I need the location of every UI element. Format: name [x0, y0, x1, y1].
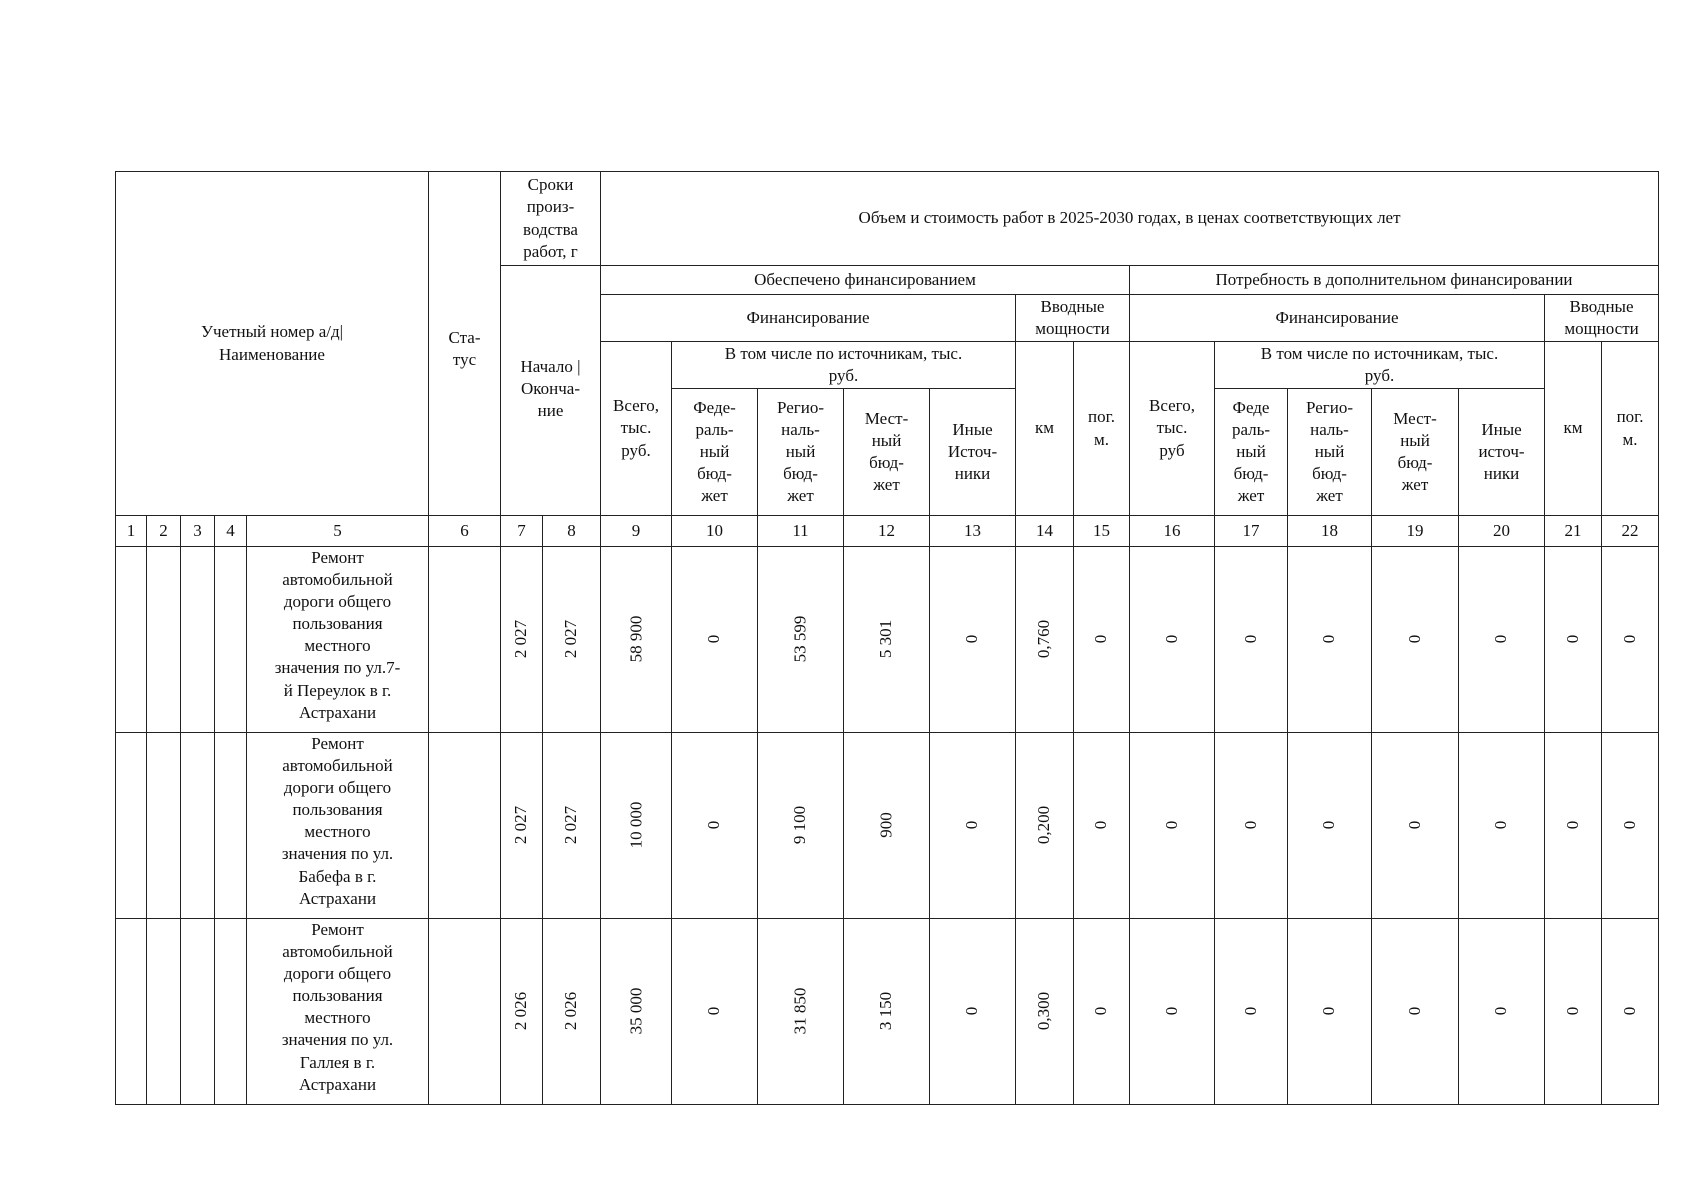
header-pm: пог. м. — [1074, 342, 1130, 516]
cell-start: 2 026 — [501, 919, 543, 1105]
col-number: 20 — [1459, 516, 1545, 547]
cell-local-2: 0 — [1372, 919, 1459, 1105]
cell-federal: 0 — [672, 547, 758, 733]
header-financing: Финансирование — [601, 295, 1016, 342]
header-provided: Обеспечено финансированием — [601, 266, 1130, 295]
col-number: 12 — [844, 516, 930, 547]
header-km-2: км — [1545, 342, 1602, 516]
road-name: Ремонт автомобильной дороги общего пользования местного значения по ул. Бабефа в г. Астрахани — [247, 733, 429, 919]
header-federal-2: Феде раль- ный бюд- жет — [1215, 389, 1288, 516]
cell-local: 900 — [844, 733, 930, 919]
col-number: 17 — [1215, 516, 1288, 547]
cell-federal-2: 0 — [1215, 547, 1288, 733]
cell-empty — [215, 733, 247, 919]
cell-other: 0 — [930, 547, 1016, 733]
col-number: 18 — [1288, 516, 1372, 547]
header-needed: Потребность в дополнительном финансировании — [1130, 266, 1659, 295]
col-number: 3 — [181, 516, 215, 547]
cell-other-2: 0 — [1459, 733, 1545, 919]
header-by-sources-2: В том числе по источникам, тыс. руб. — [1215, 342, 1545, 389]
header-terms: Сроки произ- водства работ, г — [501, 172, 601, 266]
cell-regional-2: 0 — [1288, 919, 1372, 1105]
cell-empty — [147, 547, 181, 733]
cell-pm-2: 0 — [1602, 547, 1659, 733]
header-capacity-2: Вводные мощности — [1545, 295, 1659, 342]
header-other-2: Иные источ- ники — [1459, 389, 1545, 516]
col-number: 1 — [116, 516, 147, 547]
col-number: 19 — [1372, 516, 1459, 547]
header-total-2: Всего, тыс. руб — [1130, 342, 1215, 516]
header-status: Ста- тус — [429, 172, 501, 516]
col-number: 22 — [1602, 516, 1659, 547]
table-row — [116, 919, 1659, 1105]
cell-empty — [116, 547, 147, 733]
table-row — [116, 547, 1659, 733]
cell-federal-2: 0 — [1215, 733, 1288, 919]
header-federal: Феде- раль- ный бюд- жет — [672, 389, 758, 516]
cell-empty — [181, 733, 215, 919]
cell-end: 2 026 — [543, 919, 601, 1105]
col-number: 6 — [429, 516, 501, 547]
cell-pm-2: 0 — [1602, 919, 1659, 1105]
col-number: 13 — [930, 516, 1016, 547]
table-row — [116, 733, 1659, 919]
cell-total: 10 000 — [601, 733, 672, 919]
cell-km: 0,760 — [1016, 547, 1074, 733]
cell-km-2: 0 — [1545, 919, 1602, 1105]
cell-empty — [215, 919, 247, 1105]
cell-regional: 31 850 — [758, 919, 844, 1105]
header-other: Иные Источ- ники — [930, 389, 1016, 516]
header-volume-title: Объем и стоимость работ в 2025-2030 годах, в ценах соответствующих лет — [601, 172, 1659, 266]
cell-local-2: 0 — [1372, 547, 1459, 733]
header-regional-2: Регио- наль- ный бюд- жет — [1288, 389, 1372, 516]
cell-empty — [116, 919, 147, 1105]
col-number: 10 — [672, 516, 758, 547]
road-name: Ремонт автомобильной дороги общего пользования местного значения по ул.7- й Переулок в г. Астрахани — [247, 547, 429, 733]
cell-start: 2 027 — [501, 547, 543, 733]
col-number: 9 — [601, 516, 672, 547]
cell-other-2: 0 — [1459, 919, 1545, 1105]
cell-status — [429, 919, 501, 1105]
cell-empty — [147, 919, 181, 1105]
cell-km: 0,200 — [1016, 733, 1074, 919]
col-number: 21 — [1545, 516, 1602, 547]
header-capacity: Вводные мощности — [1016, 295, 1130, 342]
header-by-sources: В том числе по источникам, тыс. руб. — [672, 342, 1016, 389]
cell-empty — [147, 733, 181, 919]
header-pm-2: пог. м. — [1602, 342, 1659, 516]
cell-start: 2 027 — [501, 733, 543, 919]
cell-total: 35 000 — [601, 919, 672, 1105]
header-name: Учетный номер а/д| Наименование — [116, 172, 429, 516]
cell-other-2: 0 — [1459, 547, 1545, 733]
cell-status — [429, 733, 501, 919]
column-numbers-row — [116, 516, 1659, 547]
works-table — [115, 171, 1659, 1105]
header-total: Всего, тыс. руб. — [601, 342, 672, 516]
col-number: 15 — [1074, 516, 1130, 547]
col-number: 7 — [501, 516, 543, 547]
header-km: км — [1016, 342, 1074, 516]
cell-regional: 9 100 — [758, 733, 844, 919]
col-number: 2 — [147, 516, 181, 547]
cell-end: 2 027 — [543, 733, 601, 919]
cell-empty — [181, 919, 215, 1105]
header-start-end: Начало | Оконча- ние — [501, 266, 601, 516]
col-number: 14 — [1016, 516, 1074, 547]
col-number: 11 — [758, 516, 844, 547]
cell-total-2: 0 — [1130, 919, 1215, 1105]
header-local-2: Мест- ный бюд- жет — [1372, 389, 1459, 516]
cell-regional: 53 599 — [758, 547, 844, 733]
cell-regional-2: 0 — [1288, 547, 1372, 733]
cell-local-2: 0 — [1372, 733, 1459, 919]
cell-status — [429, 547, 501, 733]
cell-pm: 0 — [1074, 733, 1130, 919]
cell-regional-2: 0 — [1288, 733, 1372, 919]
col-number: 16 — [1130, 516, 1215, 547]
cell-pm-2: 0 — [1602, 733, 1659, 919]
cell-km: 0,300 — [1016, 919, 1074, 1105]
cell-federal-2: 0 — [1215, 919, 1288, 1105]
cell-local: 5 301 — [844, 547, 930, 733]
cell-total: 58 900 — [601, 547, 672, 733]
cell-pm: 0 — [1074, 919, 1130, 1105]
col-number: 8 — [543, 516, 601, 547]
cell-empty — [116, 733, 147, 919]
cell-end: 2 027 — [543, 547, 601, 733]
cell-local: 3 150 — [844, 919, 930, 1105]
header-financing-2: Финансирование — [1130, 295, 1545, 342]
cell-empty — [215, 547, 247, 733]
cell-total-2: 0 — [1130, 733, 1215, 919]
cell-federal: 0 — [672, 733, 758, 919]
road-name: Ремонт автомобильной дороги общего пользования местного значения по ул. Галлея в г. Астрахани — [247, 919, 429, 1105]
col-number: 4 — [215, 516, 247, 547]
header-regional: Регио- наль- ный бюд- жет — [758, 389, 844, 516]
cell-total-2: 0 — [1130, 547, 1215, 733]
header-local: Мест- ный бюд- жет — [844, 389, 930, 516]
cell-other: 0 — [930, 733, 1016, 919]
cell-other: 0 — [930, 919, 1016, 1105]
cell-pm: 0 — [1074, 547, 1130, 733]
cell-empty — [181, 547, 215, 733]
cell-km-2: 0 — [1545, 547, 1602, 733]
col-number: 5 — [247, 516, 429, 547]
cell-km-2: 0 — [1545, 733, 1602, 919]
cell-federal: 0 — [672, 919, 758, 1105]
